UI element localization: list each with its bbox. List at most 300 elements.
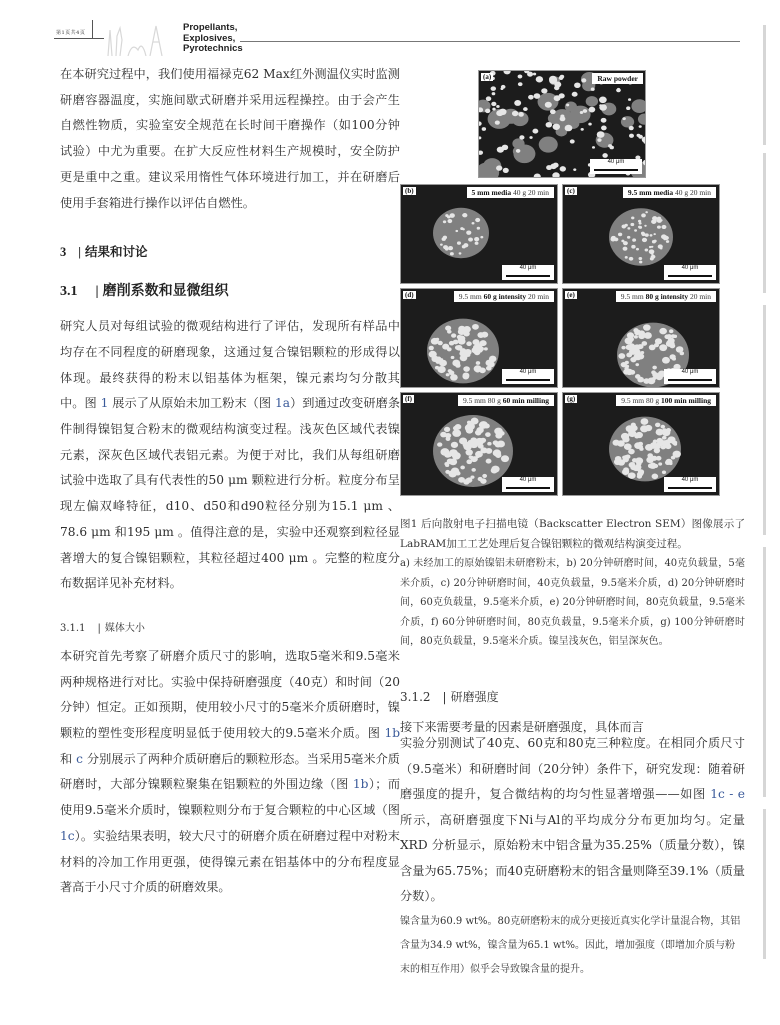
- nickel-inclusion: [479, 367, 486, 373]
- nickel-inclusion: [486, 459, 492, 464]
- scale-bar-line: [506, 275, 550, 277]
- caption-title: 图1 后向散射电子扫描电镜（Backscatter Electron SEM）图像展示了LabRAM加工工艺处理后复合镍铝颗粒的微观结构演变过程。: [400, 518, 745, 550]
- scale-bar: [664, 477, 716, 492]
- section-number: 3.1.1: [60, 622, 86, 634]
- nickel-inclusion: [655, 423, 660, 428]
- nickel-particle: [616, 88, 621, 92]
- nickel-particle: [574, 82, 581, 88]
- aluminum-particle: [539, 136, 558, 152]
- nickel-inclusion: [447, 219, 452, 223]
- panel-title: [592, 73, 643, 84]
- nickel-inclusion: [652, 240, 656, 243]
- nickel-particle: [495, 120, 500, 124]
- sem-panel-g: [562, 392, 720, 496]
- aluminum-particle: [513, 144, 535, 163]
- heading-separator: |: [97, 622, 101, 634]
- nickel-inclusion: [476, 427, 483, 433]
- paragraph-3-1: [60, 314, 400, 597]
- section-title: 研磨强度: [450, 690, 499, 704]
- nickel-inclusion: [625, 256, 628, 259]
- nickel-particle: [497, 147, 504, 153]
- nickel-particle: [626, 106, 630, 110]
- section-heading-3-1-2: [400, 688, 745, 705]
- figure-link[interactable]: 1: [100, 396, 109, 411]
- nickel-particle: [532, 129, 538, 134]
- nickel-inclusion: [645, 249, 649, 252]
- nickel-inclusion: [446, 437, 451, 441]
- nickel-particle: [637, 134, 641, 137]
- nickel-particle: [573, 168, 576, 171]
- nickel-inclusion: [666, 459, 673, 465]
- nickel-inclusion: [480, 438, 486, 443]
- nickel-inclusion: [637, 353, 641, 357]
- nickel-inclusion: [634, 442, 642, 449]
- panel-tag: (d): [405, 291, 414, 299]
- nickel-inclusion: [475, 455, 479, 459]
- nickel-inclusion: [450, 214, 454, 217]
- nickel-inclusion: [442, 237, 446, 241]
- nickel-inclusion: [651, 253, 654, 255]
- nickel-inclusion: [639, 226, 643, 229]
- nickel-particle: [566, 104, 569, 107]
- nickel-inclusion: [657, 225, 661, 228]
- nickel-inclusion: [630, 370, 636, 375]
- nickel-particle: [491, 102, 496, 106]
- nickel-inclusion: [637, 377, 644, 383]
- scale-bar-line: [668, 275, 712, 277]
- nickel-inclusion: [645, 211, 648, 213]
- nickel-particle: [597, 138, 601, 142]
- nickel-inclusion: [665, 335, 670, 339]
- heading-separator: |: [78, 245, 82, 260]
- scale-label: 40 μm: [681, 265, 699, 271]
- nickel-inclusion: [638, 220, 641, 223]
- nickel-particle: [591, 88, 595, 91]
- header-divider: [92, 20, 93, 38]
- nickel-particle: [629, 126, 634, 130]
- nickel-inclusion: [635, 363, 639, 366]
- nickel-inclusion: [455, 424, 462, 430]
- nickel-particle: [528, 95, 534, 100]
- nickel-inclusion: [653, 440, 658, 444]
- nickel-inclusion: [457, 241, 461, 244]
- nickel-particle: [583, 109, 587, 113]
- section-heading-3-1-1: [60, 619, 400, 634]
- nickel-inclusion: [443, 220, 446, 223]
- nickel-inclusion: [448, 246, 453, 250]
- nickel-inclusion: [644, 225, 646, 227]
- nickel-inclusion: [622, 225, 627, 229]
- nickel-particle: [639, 125, 642, 128]
- nickel-particle: [589, 107, 596, 113]
- nickel-inclusion: [643, 324, 651, 330]
- nickel-inclusion: [487, 442, 491, 446]
- nickel-inclusion: [450, 252, 454, 255]
- nickel-inclusion: [651, 464, 655, 468]
- nickel-inclusion: [630, 357, 636, 362]
- nickel-particle: [479, 136, 481, 139]
- nickel-particle: [479, 121, 482, 125]
- nickel-particle: [518, 74, 523, 78]
- nickel-inclusion: [446, 373, 450, 376]
- nickel-inclusion: [659, 344, 667, 351]
- nickel-particle: [503, 71, 510, 74]
- nickel-inclusion: [468, 238, 473, 242]
- header-rule-right: [240, 41, 740, 42]
- scale-label: 40 μm: [681, 477, 699, 483]
- nickel-inclusion: [637, 474, 642, 478]
- nickel-inclusion: [439, 360, 447, 367]
- nickel-inclusion: [470, 475, 474, 478]
- nickel-particle: [560, 166, 566, 171]
- nickel-inclusion: [664, 440, 670, 445]
- nickel-inclusion: [485, 432, 491, 437]
- nickel-inclusion: [445, 326, 451, 331]
- nickel-inclusion: [471, 439, 478, 445]
- nickel-particle: [514, 100, 521, 106]
- nickel-particle: [597, 131, 605, 138]
- nickel-particle: [541, 88, 547, 93]
- section-number: 3.1.2: [400, 690, 431, 704]
- nickel-particle: [599, 96, 607, 103]
- section-number: 3: [60, 245, 67, 260]
- nickel-inclusion: [651, 255, 656, 259]
- panel-title-pre: 9.5 mm 80 g: [462, 396, 503, 405]
- page-number: 第1页共4页: [56, 30, 86, 36]
- text-run: ）到通过改变研磨条件制得镍铝复合粉末的微观结构演变过程。浅灰色区域代表镍元素，深灰色区域代表铝元素。为便于对比，我们从每组研磨试验中选取了具有代表性的50 μm 颗粒进行分析。粒度分布呈现左偏双峰特征，d10、d50和d90粒径分别为15.1 μm 、78.6 μm 和195 μm 。值得注意的是，实验中还观察到粒径显著增大的复合镍铝颗粒，其粒径超过400 μm 。完整的粒度分布数据详见补充材料。: [60, 396, 401, 591]
- nickel-inclusion: [482, 474, 487, 478]
- nickel-inclusion: [642, 238, 647, 242]
- nickel-inclusion: [632, 458, 637, 462]
- nickel-inclusion: [463, 443, 472, 450]
- nickel-inclusion: [438, 341, 443, 345]
- nickel-inclusion: [634, 335, 638, 339]
- nickel-inclusion: [618, 459, 625, 465]
- scale-label: 40 μm: [681, 369, 699, 375]
- nickel-inclusion: [666, 340, 671, 344]
- watermark-text-pattern: [758, 15, 772, 985]
- nickel-inclusion: [653, 233, 655, 235]
- nickel-inclusion: [486, 366, 492, 371]
- aluminum-particle: [631, 99, 646, 113]
- panel-title: [454, 291, 554, 302]
- nickel-inclusion: [429, 346, 434, 350]
- figure-caption: [400, 514, 745, 652]
- nickel-particle: [533, 73, 536, 76]
- nickel-inclusion: [642, 233, 646, 236]
- nickel-inclusion: [451, 333, 456, 337]
- nickel-inclusion: [447, 330, 452, 334]
- panel-tag: (f): [405, 395, 412, 403]
- nickel-inclusion: [640, 425, 648, 432]
- nickel-inclusion: [454, 470, 460, 475]
- nickel-particle: [588, 123, 591, 126]
- figure-link[interactable]: 1b: [352, 777, 369, 792]
- nickel-particle: [492, 108, 495, 111]
- nickel-inclusion: [661, 425, 666, 429]
- nickel-inclusion: [447, 454, 451, 458]
- nickel-inclusion: [491, 467, 498, 473]
- nickel-particle: [628, 98, 631, 101]
- nickel-inclusion: [631, 216, 634, 219]
- nickel-inclusion: [495, 442, 502, 448]
- nickel-particle: [491, 86, 496, 91]
- text-run: 分别展示了两种介质研磨后的颗粒形态。当采用5毫米介质研磨时，大部分镍颗粒聚集在铝颗粒的外围边缘（图: [60, 751, 400, 792]
- paragraph-3-1-2-continued: 镍含量为60.9 wt%。80克研磨粉末的成分更接近真实化学计量混合物，其铝含量为34.9 wt%，镍含量为65.1 wt%。因此，增加强度（即增加介质与粉末的相互作用）似乎会导致镍含量的提升。: [400, 915, 741, 975]
- nickel-particle: [601, 126, 607, 131]
- section-title: 磨削系数和显微组织: [102, 284, 229, 300]
- intro-paragraph: 在本研究过程中，我们使用福禄克62 Max红外测温仪实时监测研磨容器温度，实施间歇式研磨并采用远程操控。由于会产生自燃性物质，实验室安全规范在长时间干磨操作（如100分钟试验）中尤为重要。在扩大反应性材料生产规模时，安全防护更是重中之重。建议采用惰性气体环境进行加工，并在研磨后使用手套箱进行操作以评估自燃性。: [60, 67, 400, 210]
- nickel-inclusion: [469, 456, 473, 459]
- nickel-inclusion: [445, 248, 448, 251]
- scale-label: 40 μm: [519, 369, 537, 375]
- nickel-particle: [515, 112, 518, 115]
- scale-bar-line: [668, 379, 712, 381]
- nickel-inclusion: [666, 240, 669, 243]
- panel-title-pre: 9.5 mm 80 g: [621, 396, 661, 405]
- nickel-inclusion: [623, 467, 629, 472]
- nickel-inclusion: [463, 366, 470, 372]
- nickel-inclusion: [477, 227, 480, 230]
- section-heading-3-1: [60, 280, 400, 300]
- nickel-inclusion: [489, 356, 497, 362]
- heading-separator: |: [95, 284, 99, 300]
- nickel-inclusion: [456, 345, 463, 351]
- aluminum-particle: [538, 93, 559, 111]
- text-run: 展示了从原始未加工粉末（图: [108, 396, 276, 411]
- text-run: ）。实验结果表明，较大尺寸的研磨介质在研磨过程中对粉末材料的冷加工作用更强，使得镍元素在铝基体中的分布程度显著高于小尺寸介质的研磨效果。: [60, 828, 400, 895]
- nickel-inclusion: [448, 369, 452, 373]
- nickel-inclusion: [659, 328, 667, 334]
- scale-bar: [502, 265, 554, 280]
- scale-bar-line: [506, 487, 550, 489]
- nickel-inclusion: [455, 230, 458, 232]
- section-title: 结果和讨论: [85, 245, 148, 260]
- nickel-inclusion: [462, 214, 465, 216]
- nickel-inclusion: [643, 378, 650, 384]
- nickel-particle: [599, 104, 602, 107]
- panel-title-rest: 20 min: [526, 292, 549, 301]
- nickel-particle: [486, 96, 491, 101]
- nickel-particle: [601, 118, 607, 123]
- nickel-particle: [550, 109, 556, 114]
- nickel-inclusion: [478, 444, 484, 449]
- nickel-inclusion: [494, 428, 503, 435]
- nickel-particle: [536, 76, 543, 82]
- nickel-inclusion: [458, 326, 465, 332]
- nickel-inclusion: [480, 478, 486, 483]
- nickel-particle: [554, 86, 559, 91]
- nickel-inclusion: [662, 436, 667, 440]
- nickel-particle: [554, 95, 561, 101]
- nickel-inclusion: [479, 423, 484, 428]
- nickel-inclusion: [629, 257, 634, 261]
- nickel-inclusion: [623, 241, 628, 245]
- panel-title: [467, 187, 555, 198]
- nickel-particle: [581, 78, 586, 82]
- scale-bar-line: [668, 487, 712, 489]
- aluminum-particle: [638, 113, 646, 124]
- nickel-inclusion: [618, 233, 622, 237]
- page-header: [40, 14, 740, 58]
- panel-title-rest: 20 min: [688, 292, 711, 301]
- panel-tag: (c): [567, 187, 575, 195]
- panel-title: [623, 187, 716, 198]
- nickel-inclusion: [480, 236, 483, 239]
- journal-name-line: Propellants,: [183, 22, 238, 33]
- nickel-inclusion: [630, 223, 634, 226]
- journal-name-line: Pyrotechnics: [183, 43, 243, 54]
- nickel-inclusion: [445, 470, 450, 474]
- scale-label: 40 μm: [519, 265, 537, 271]
- nickel-inclusion: [663, 238, 666, 241]
- nickel-inclusion: [437, 442, 442, 446]
- nickel-inclusion: [631, 350, 636, 354]
- nickel-inclusion: [639, 257, 643, 260]
- nickel-inclusion: [435, 366, 439, 370]
- nickel-inclusion: [629, 462, 636, 468]
- nickel-inclusion: [475, 218, 480, 222]
- nickel-particle: [608, 144, 612, 147]
- panel-title-bold: Raw powder: [597, 74, 638, 83]
- nickel-particle: [572, 92, 578, 97]
- nickel-particle: [560, 116, 566, 121]
- nickel-inclusion: [658, 218, 661, 221]
- nickel-inclusion: [611, 236, 616, 240]
- nickel-inclusion: [463, 350, 469, 355]
- nickel-inclusion: [661, 225, 666, 229]
- nickel-particle: [553, 124, 560, 130]
- journal-logo-art: [100, 22, 178, 56]
- nickel-inclusion: [445, 463, 449, 467]
- nickel-inclusion: [475, 242, 479, 245]
- nickel-particle: [519, 135, 524, 139]
- nickel-inclusion: [673, 451, 681, 458]
- sem-panel-a: [478, 70, 646, 178]
- nickel-particle: [546, 165, 552, 170]
- nickel-particle: [496, 105, 500, 108]
- nickel-inclusion: [465, 424, 474, 431]
- nickel-inclusion: [458, 335, 466, 342]
- scale-bar: [502, 369, 554, 384]
- sem-panel-f: [400, 392, 558, 496]
- nickel-particle: [529, 136, 532, 139]
- nickel-particle: [492, 92, 496, 95]
- nickel-inclusion: [634, 229, 637, 231]
- scale-bar: [664, 369, 716, 384]
- nickel-particle: [581, 128, 584, 131]
- journal-name: [183, 23, 243, 55]
- nickel-particle: [534, 93, 541, 99]
- heading-separator: |: [442, 690, 447, 704]
- nickel-inclusion: [656, 456, 661, 461]
- journal-name-line: Explosives,: [183, 32, 236, 44]
- right-column: [400, 688, 745, 982]
- nickel-inclusion: [462, 245, 466, 248]
- nickel-particle: [549, 76, 557, 83]
- nickel-inclusion: [649, 345, 656, 351]
- nickel-inclusion: [451, 442, 458, 448]
- nickel-inclusion: [471, 468, 475, 472]
- nickel-inclusion: [484, 423, 490, 428]
- text-run: 实验分别测试了40克、60克和80克三种粒度。在相同介质尺寸（9.5毫米）和研磨时间（20分钟）条件下，研究发现：随着研磨强度的提升，复合微结构的均匀性显著增强——如图: [400, 736, 745, 801]
- nickel-inclusion: [626, 425, 634, 432]
- nickel-particle: [546, 122, 553, 128]
- nickel-inclusion: [431, 338, 439, 345]
- nickel-particle: [518, 82, 523, 86]
- nickel-inclusion: [673, 443, 677, 446]
- nickel-inclusion: [476, 361, 480, 365]
- nickel-inclusion: [625, 337, 633, 344]
- panel-title: [616, 291, 716, 302]
- nickel-inclusion: [477, 332, 484, 338]
- paragraph-3-1-2: [400, 731, 745, 910]
- nickel-inclusion: [661, 445, 666, 449]
- nickel-inclusion: [460, 465, 465, 469]
- nickel-particle: [592, 146, 595, 149]
- nickel-inclusion: [465, 449, 472, 455]
- nickel-inclusion: [462, 228, 465, 230]
- figure-link[interactable]: 1c: [60, 828, 75, 843]
- panel-title: [458, 395, 554, 406]
- scale-bar: [664, 265, 716, 280]
- nickel-inclusion: [631, 245, 635, 249]
- nickel-inclusion: [639, 261, 642, 264]
- figure-link[interactable]: c: [76, 751, 83, 766]
- scale-label: 40 μm: [607, 159, 625, 165]
- nickel-inclusion: [472, 418, 478, 423]
- nickel-inclusion: [467, 421, 471, 425]
- nickel-inclusion: [452, 452, 461, 460]
- paragraph-3-1-2-lead: 接下来需要考量的因素是研磨强度，具体而言: [400, 720, 644, 734]
- nickel-inclusion: [618, 353, 625, 359]
- nickel-particle: [552, 172, 559, 178]
- nickel-inclusion: [474, 237, 479, 241]
- section-number: 3.1: [60, 284, 78, 300]
- nickel-inclusion: [447, 347, 452, 351]
- scale-bar: [502, 477, 554, 492]
- panel-title-bold: 9.5 mm media: [627, 188, 674, 197]
- sem-panel-b: [400, 184, 558, 284]
- figure-link[interactable]: 1c - e: [710, 787, 745, 801]
- nickel-inclusion: [451, 356, 455, 359]
- nickel-inclusion: [641, 213, 646, 217]
- figure-link[interactable]: 1b: [384, 726, 400, 741]
- panel-tag: (a): [483, 73, 492, 81]
- section-title: 媒体大小: [104, 622, 145, 634]
- composite-particle: [433, 208, 489, 258]
- nickel-inclusion: [627, 236, 630, 239]
- nickel-inclusion: [662, 428, 667, 432]
- nickel-inclusion: [462, 374, 469, 380]
- nickel-inclusion: [632, 238, 636, 241]
- nickel-particle: [534, 174, 541, 178]
- text-run: 研究人员对每组试验的微观结构进行了评估，发现所有样品中均存在不同程度的研磨现象，这通过复合镍铝颗粒的形成得以体现。最终获得的粉末以铝基体为框架，镍元素均匀分散其中。图: [60, 319, 400, 411]
- nickel-inclusion: [475, 343, 481, 348]
- nickel-inclusion: [650, 442, 658, 449]
- figure-link[interactable]: 1a: [275, 396, 291, 411]
- nickel-inclusion: [655, 338, 662, 344]
- nickel-inclusion: [495, 453, 501, 458]
- nickel-inclusion: [472, 222, 475, 225]
- nickel-particle: [559, 76, 564, 80]
- nickel-inclusion: [440, 243, 443, 245]
- nickel-inclusion: [656, 374, 663, 380]
- scale-bar: [590, 159, 642, 174]
- nickel-inclusion: [652, 216, 657, 221]
- panel-title-bold: 80 g intensity: [645, 292, 689, 301]
- panel-title-bold: 5 mm media: [471, 188, 512, 197]
